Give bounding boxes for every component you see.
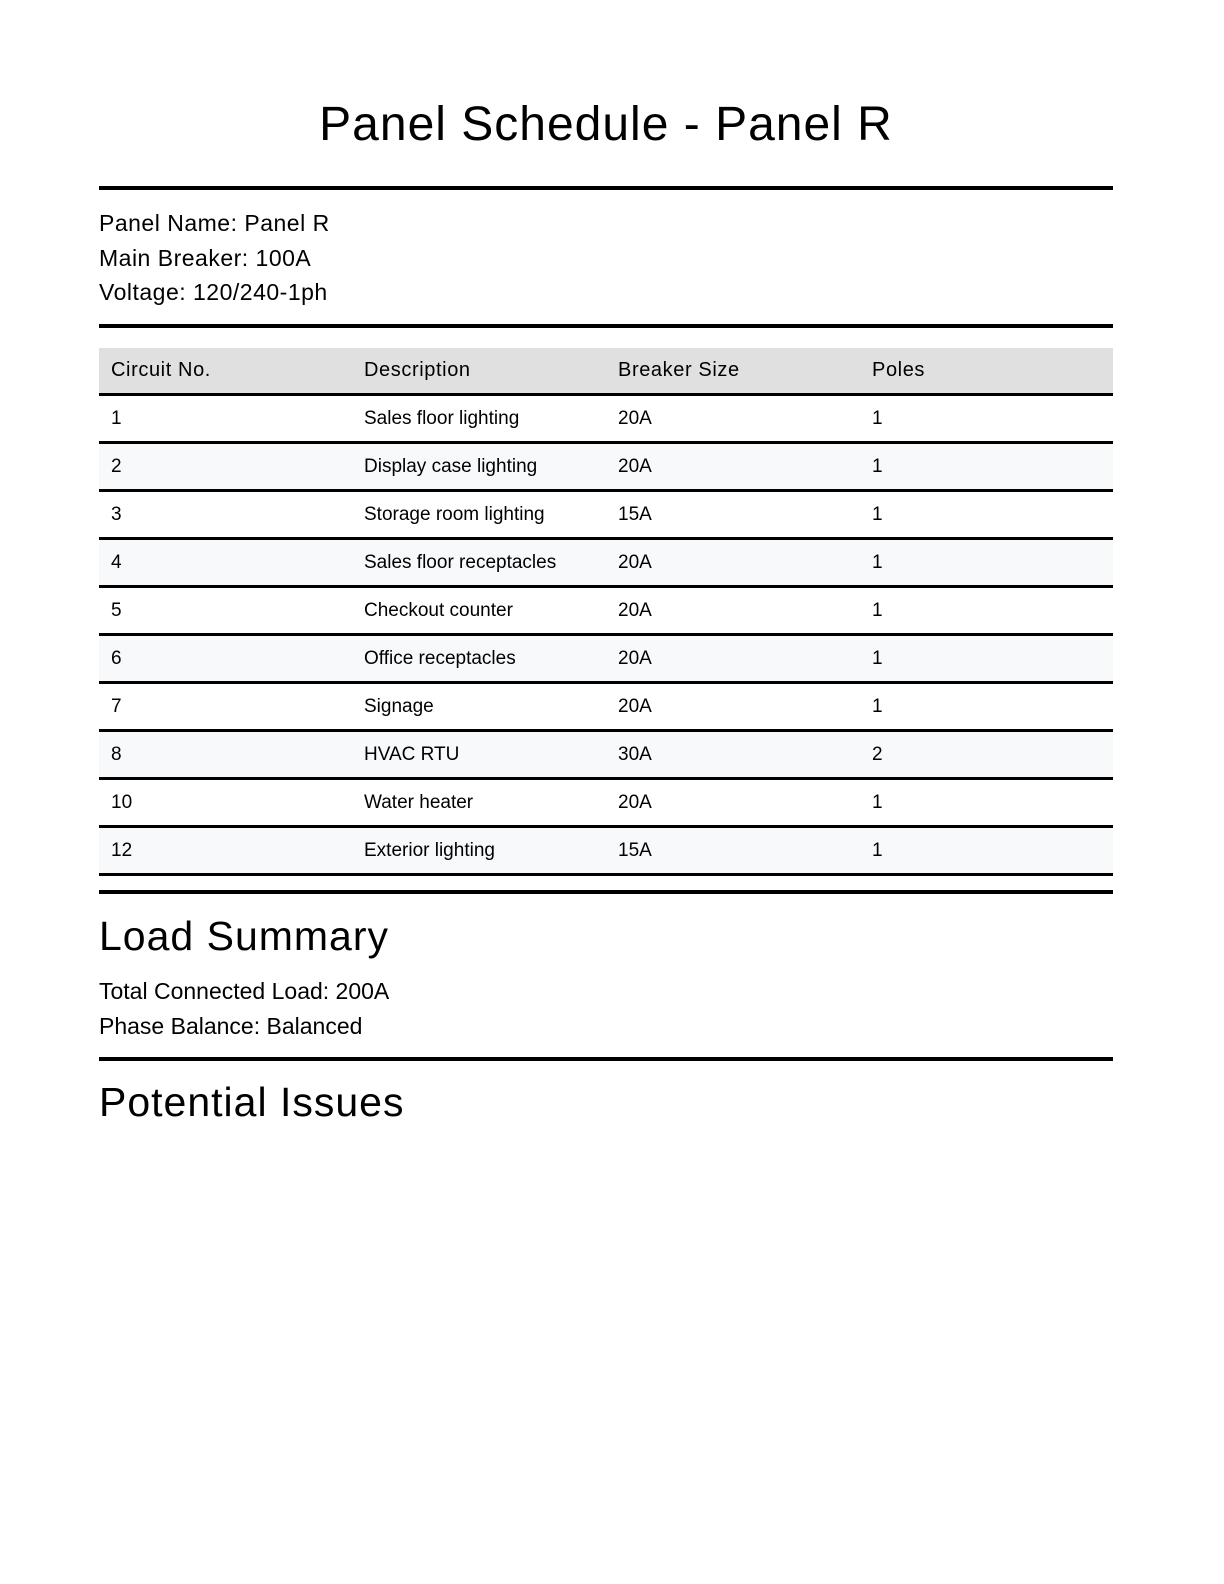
poles-cell: 1 [860, 827, 1113, 875]
phase-balance: Phase Balance: Balanced [99, 1012, 363, 1039]
breaker-cell: 20A [606, 395, 860, 443]
table-row [99, 731, 1113, 779]
description-cell: Display case lighting [352, 443, 606, 491]
table-row [99, 491, 1113, 539]
table-row [99, 779, 1113, 827]
poles-cell: 1 [860, 683, 1113, 731]
breaker-cell: 15A [606, 827, 860, 875]
panel-info [99, 206, 330, 310]
description-cell: Exterior lighting [352, 827, 606, 875]
circuit-cell: 6 [99, 635, 352, 683]
poles-cell: 1 [860, 635, 1113, 683]
column-header-poles: Poles [860, 348, 1113, 395]
poles-cell: 1 [860, 491, 1113, 539]
breaker-cell: 20A [606, 683, 860, 731]
table-divider [99, 890, 1113, 894]
table-row [99, 827, 1113, 875]
circuit-cell: 10 [99, 779, 352, 827]
description-cell: Storage room lighting [352, 491, 606, 539]
table-row [99, 587, 1113, 635]
table-row [99, 635, 1113, 683]
poles-cell: 2 [860, 731, 1113, 779]
poles-cell: 1 [860, 779, 1113, 827]
breaker-cell: 15A [606, 491, 860, 539]
circuit-cell: 7 [99, 683, 352, 731]
page-title: Panel Schedule - Panel R [319, 98, 893, 151]
circuit-cell: 12 [99, 827, 352, 875]
main-breaker: Main Breaker: 100A [99, 244, 312, 271]
voltage: Voltage: 120/240-1ph [99, 279, 328, 305]
circuit-cell: 4 [99, 539, 352, 587]
poles-cell: 1 [860, 587, 1113, 635]
poles-cell: 1 [860, 539, 1113, 587]
circuit-cell: 5 [99, 587, 352, 635]
panel-schedule-table [99, 348, 1113, 876]
description-cell: Sales floor receptacles [352, 539, 606, 587]
breaker-cell: 20A [606, 779, 860, 827]
description-cell: Sales floor lighting [352, 395, 606, 443]
breaker-cell: 20A [606, 635, 860, 683]
potential-issues-heading: Potential Issues [99, 1079, 405, 1125]
description-cell: Office receptacles [352, 635, 606, 683]
description-cell: HVAC RTU [352, 731, 606, 779]
column-header-circuit: Circuit No. [99, 348, 352, 395]
circuit-cell: 8 [99, 731, 352, 779]
circuit-cell: 3 [99, 491, 352, 539]
table-row [99, 443, 1113, 491]
description-cell: Signage [352, 683, 606, 731]
load-summary-heading: Load Summary [99, 913, 390, 959]
column-header-breaker-size: Breaker Size [606, 348, 860, 395]
breaker-cell: 20A [606, 587, 860, 635]
table-row [99, 395, 1113, 443]
poles-cell: 1 [860, 395, 1113, 443]
panel-name: Panel Name: Panel R [99, 210, 330, 236]
poles-cell: 1 [860, 443, 1113, 491]
total-connected-load: Total Connected Load: 200A [99, 978, 390, 1004]
circuit-cell: 1 [99, 395, 352, 443]
breaker-cell: 20A [606, 539, 860, 587]
circuit-cell: 2 [99, 443, 352, 491]
table-row [99, 539, 1113, 587]
info-divider [99, 324, 1113, 328]
table-header-row [99, 348, 1113, 395]
column-header-description: Description [352, 348, 606, 395]
summary-divider [99, 1057, 1113, 1061]
title-divider [99, 186, 1113, 190]
breaker-cell: 30A [606, 731, 860, 779]
description-cell: Water heater [352, 779, 606, 827]
breaker-cell: 20A [606, 443, 860, 491]
table-row [99, 683, 1113, 731]
description-cell: Checkout counter [352, 587, 606, 635]
load-summary [99, 974, 389, 1043]
